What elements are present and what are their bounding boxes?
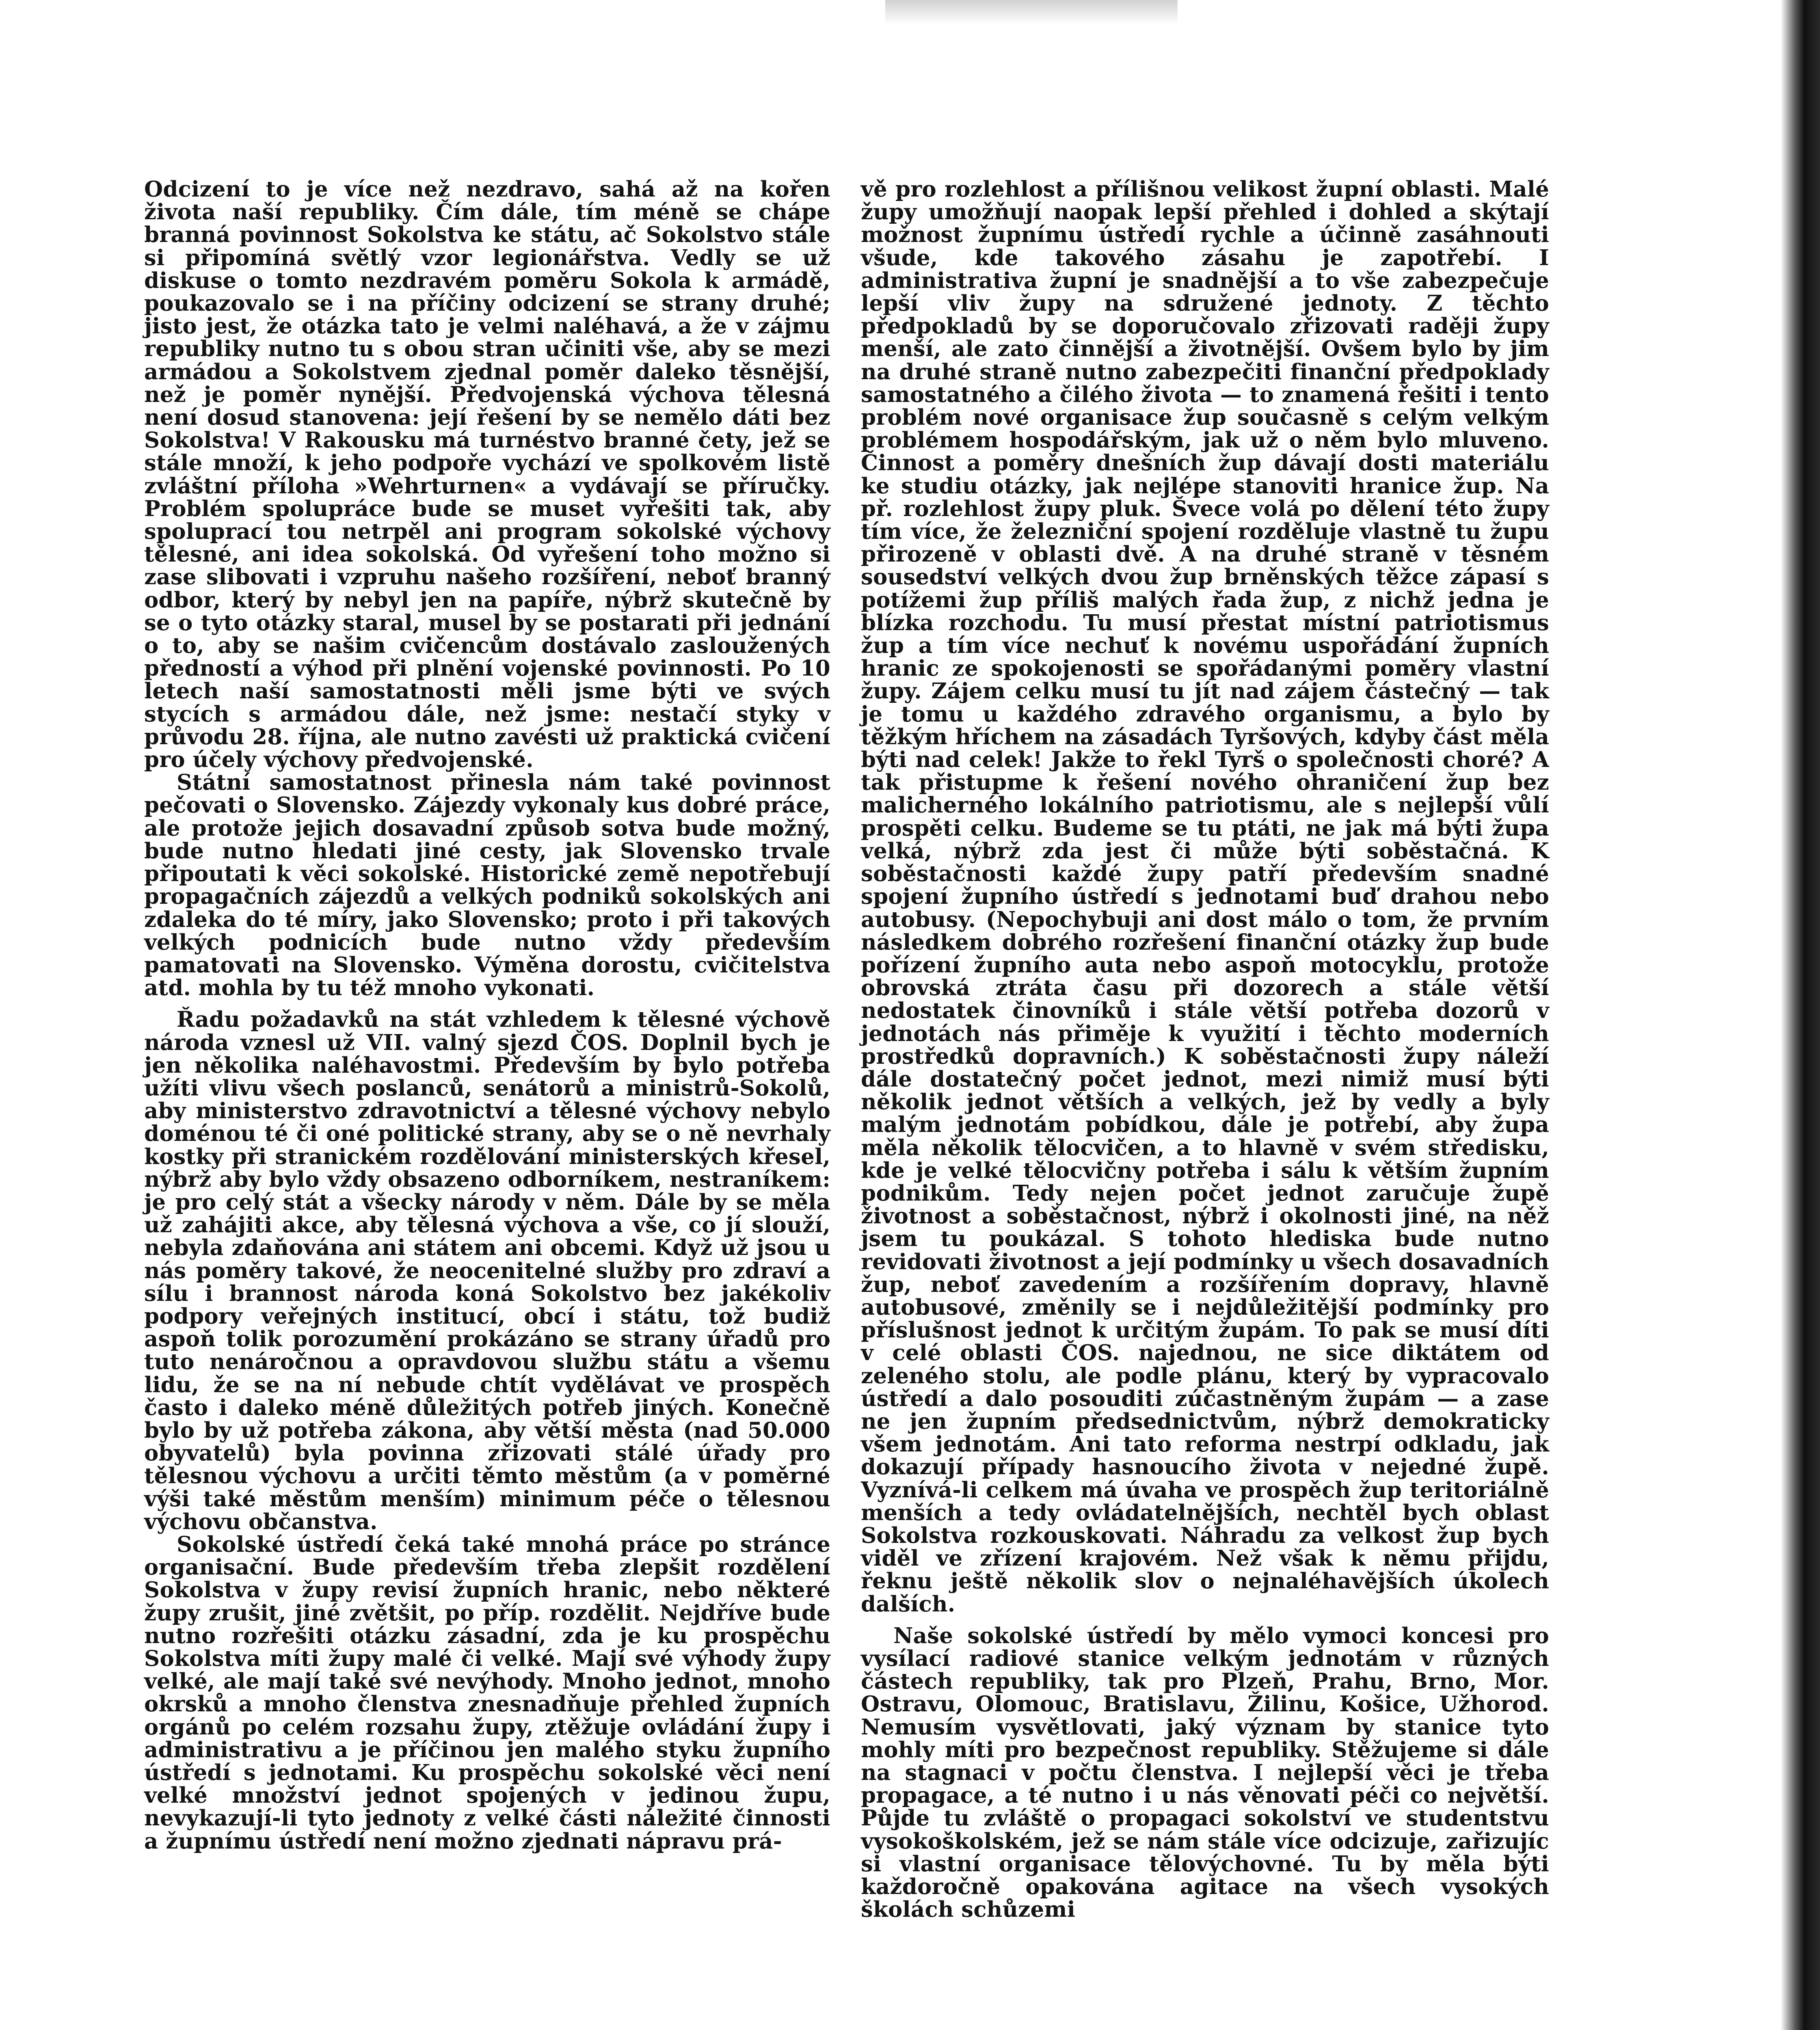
- paragraph: Naše sokolské ústředí by mělo vymoci koncesi pro vysílací radiové stanice velkým jednotám v různých částech republiky, tak pro Plzeň, Prahu, Brno, Mor. Ostravu, Olomouc, Bratislavu, Žilinu, Košice, Užhorod. Nemusím vysvětlovati, jaký význam by stanice tyto mohly míti pro bezpečnost republiky. Stěžujeme si dále na stagnaci v počtu členstva. I nejlepší věci je třeba propagace, a té nutno i u nás věnovati péči co největší. Půjde tu zvláště o propagaci sokolství ve studentstvu vysokoškolském, jež se nám stále více odcizuje, zařizujíc si vlastní organisace tělovýchovné. Tu by měla býti každoročně opakována agitace na všech vysokých školách schůzemi: [861, 1623, 1549, 1922]
- left-text-column: [144, 178, 830, 1853]
- paragraph: Odcizení to je více než nezdravo, sahá až na kořen života naší republiky. Čím dále, tím méně se chápe branná povinnost Sokolstva ke státu, ač Sokolstvo stále si připomíná světlý vzor legionářstva. Vedly se už diskuse o tomto nezdravém poměru Sokola k armádě, poukazovalo se i na příčiny odcizení se strany druhé; jisto jest, že otázka tato je velmi naléhavá, a že v zájmu republiky nutno tu s obou stran učiniti vše, aby se mezi armádou a Sokolstvem zjednal poměr daleko těsnější, než je poměr nynější. Předvojenská výchova tělesná není dosud stanovena: její řešení by se nemělo dáti bez Sokolstva! V Rakousku má turnéstvo branné čety, jež se stále množí, k jeho podpoře vychází ve spolkovém listě zvláštní příloha »Wehrturnen« a vydávají se příručky. Problém spolupráce bude se muset vyřešiti tak, aby spoluprací tou netrpěl ani program sokolské výchovy tělesné, ani idea sokolská. Od vyřešení toho možno si zase slibovati i vzpruhu našeho rozšíření, neboť branný odbor, který by nebyl jen na papíře, nýbrž skutečně by se o tyto otázky staral, musel by se postarati při jednání o to, aby se našim cvičencům dostávalo zasloužených předností a výhod při plnění vojenské povinnosti. Po 10 letech naší samostatnosti měli jsme býti ve svých stycích s armádou dále, než jsme: nestačí styky v průvodu 28. října, ale nutno zavésti už praktická cvičení pro účely výchovy předvojenské.: [144, 177, 830, 773]
- right-text-column: [861, 178, 1549, 1921]
- scan-smudge: [885, 0, 1178, 24]
- paragraph: Řadu požadavků na stát vzhledem k tělesné výchově národa vznesl už VII. valný sjezd ČOS. Doplnil bych je jen několika naléhavostmi. Především by bylo potřeba užíti vlivu všech poslanců, senátorů a ministrů-Sokolů, aby ministerstvo zdravotnictví a tělesné výchovy nebylo doménou té či oné politické strany, aby se o ně nevrhaly kostky při stranickém rozdělování ministerských křesel, nýbrž aby bylo vždy obsazeno odborníkem, nestraníkem: je pro celý stát a všecky národy v něm. Dále by se měla už zahájiti akce, aby tělesná výchova a vše, co jí slouží, nebyla zdaňována ani státem ani obcemi. Když už jsou u nás poměry takové, že neocenitelné služby pro zdraví a sílu i brannost národa koná Sokolstvo bez jakékoliv podpory veřejných institucí, obcí i státu, tož budiž aspoň tolik porozumění prokázáno se strany úřadů pro tuto nenáročnou a opravdovou službu státu a všemu lidu, že se na ní nebude chtít vydělávat ve prospěch často i daleko méně důležitých potřeb jiných. Konečně bylo by už potřeba zákona, aby větší města (nad 50.000 obyvatelů) byla povinna zřizovati stálé úřady pro tělesnou výchovu a určiti těmto městům (a v poměrné výši také městům menším) minimum péče o tělesnou výchovu občanstva.: [144, 1007, 830, 1534]
- paragraph: Státní samostatnost přinesla nám také povinnost pečovati o Slovensko. Zájezdy vykonaly kus dobré práce, ale protože jejich dosavadní způsob sotva bude možný, bude nutno hledati jiné cesty, jak Slovensko trvale připoutati k věci sokolské. Historické země nepotřebují propagačních zájezdů a velkých podniků sokolských ani zdaleka do té míry, jako Slovensko; proto i při takových velkých podnicích bude nutno vždy především pamatovati na Slovensko. Výměna dorostu, cvičitelstva atd. mohla by tu též mnoho vykonati.: [144, 770, 830, 1001]
- page-edge-shadow: [1781, 0, 1820, 2030]
- paragraph: Sokolské ústředí čeká také mnohá práce po stránce organisační. Bude především třeba zlepšit rozdělení Sokolstva v župy revisí župních hranic, nebo některé župy zrušit, jiné zvětšit, po příp. rozdělit. Nejdříve bude nutno rozřešiti otázku zásadní, zda je ku prospěchu Sokolstva míti župy malé či velké. Mají své výhody župy velké, ale mají také své nevýhody. Mnoho jednot, mnoho okrsků a mnoho členstva znesnadňuje přehled župních orgánů po celém rozsahu župy, ztěžuje ovládání župy i administrativu a je příčinou jen malého styku župního ústředí s jednotami. Ku prospěchu sokolské věci není velké množství jednot spojených v jedinou župu, nevykazují-li tyto jednoty z velké části náležité činnosti a župnímu ústředí není možno zjednati nápravu prá-: [144, 1531, 830, 1854]
- paragraph: vě pro rozlehlost a přílišnou velikost župní oblasti. Malé župy umožňují naopak lepší přehled i dohled a skýtají možnost župnímu ústředí rychle a účinně zasáhnouti všude, kde takového zásahu je zapotřebí. I administrativa župní je snadnější a to vše zabezpečuje lepší vliv župy na sdružené jednoty. Z těchto předpokladů by se doporučovalo zřizovati raději župy menší, ale zato činnější a životnější. Ovšem bylo by jim na druhé straně nutno zabezpečiti finanční předpoklady samostatného a čilého života — to znamená řešiti i tento problém nové organisace žup současně s celým velkým problémem hospodářským, jak už o něm bylo mluveno. Činnost a poměry dnešních žup dávají dosti materiálu ke studiu otázky, jak nejlépe stanoviti hranice žup. Na př. rozlehlost župy pluk. Švece volá po dělení této župy tím více, že železniční spojení rozděluje vlastně tu župu přirozeně v oblasti dvě. A na druhé straně v těsném sousedství velkých dvou žup brněnských těžce zápasí s potížemi žup příliš malých řada žup, z nichž jedna je blízka rozchodu. Tu musí přestat místní patriotismus žup a tím více nechuť k novému uspořádání župních hranic ze spokojenosti se spořádanými poměry vlastní župy. Zájem celku musí tu jít nad zájem částečný — tak je tomu u každého zdravého organismu, a bylo by těžkým hříchem na zásadách Tyršových, kdyby část měla býti nad celek! Jakže to řekl Tyrš o společnosti choré? A tak přistupme k řešení nového ohraničení žup bez malicherného lokálního patriotismu, ale s nejlepší vůlí prospěti celku. Budeme se tu ptáti, ne jak má býti župa velká, nýbrž zda jest či může býti soběstačná. K soběstačnosti každé župy patří především snadné spojení župního ústředí s jednotami buď drahou nebo autobusy. (Nepochybuji ani dost málo o tom, že prvním následkem dobrého rozřešení finanční otázky žup bude pořízení župního auta nebo aspoň motocyklu, protože obrovská ztráta času při dozorech a stále větší nedostatek činovníků i stále větší potřeba dozorů v jednotách nás přiměje k využití i těchto moderních prostředků dopravních.) K soběstačnosti župy náleží dále dostatečný počet jednot, mezi nimiž musí býti několik jednot větších a velkých, jež by vedly a byly malým jednotám pobídkou, dále je potřebí, aby župa měla několik tělocvičen, a to hlavně v svém středisku, kde je velké tělocvičny potřeba i sálu k větším župním podnikům. Tedy nejen počet jednot zaručuje župě životnost a soběstačnost, nýbrž i okolnosti jiné, na něž jsem tu poukázal. S tohoto hlediska bude nutno revidovati životnost a její podmínky u všech dosavadních žup, neboť zavedením a rozšířením dopravy, hlavně autobusové, změnily se i nejdůležitější podmínky pro příslušnost jednot k určitým župám. To pak se musí díti v celé oblasti ČOS. najednou, ne sice diktátem od zeleného stolu, ale podle plánu, který by vypracovalo ústředí a dalo posouditi zúčastněným župám — a zase ne jen župním předsednictvům, nýbrž demokraticky všem jednotám. Ani tato reforma nestrpí odkladu, jak dokazují případy hasnoucího života v nejedné župě. Vyznívá-li celkem má úvaha ve prospěch žup teritoriálně menších a tedy ovládatelnějších, nechtěl bych oblast Sokolstva rozkouskovati. Náhradu za velkost žup bych viděl ve zřízení krajovém. Než však k němu přijdu, řeknu ještě několik slov o nejnaléhavějších úkolech dalších.: [861, 177, 1549, 1617]
